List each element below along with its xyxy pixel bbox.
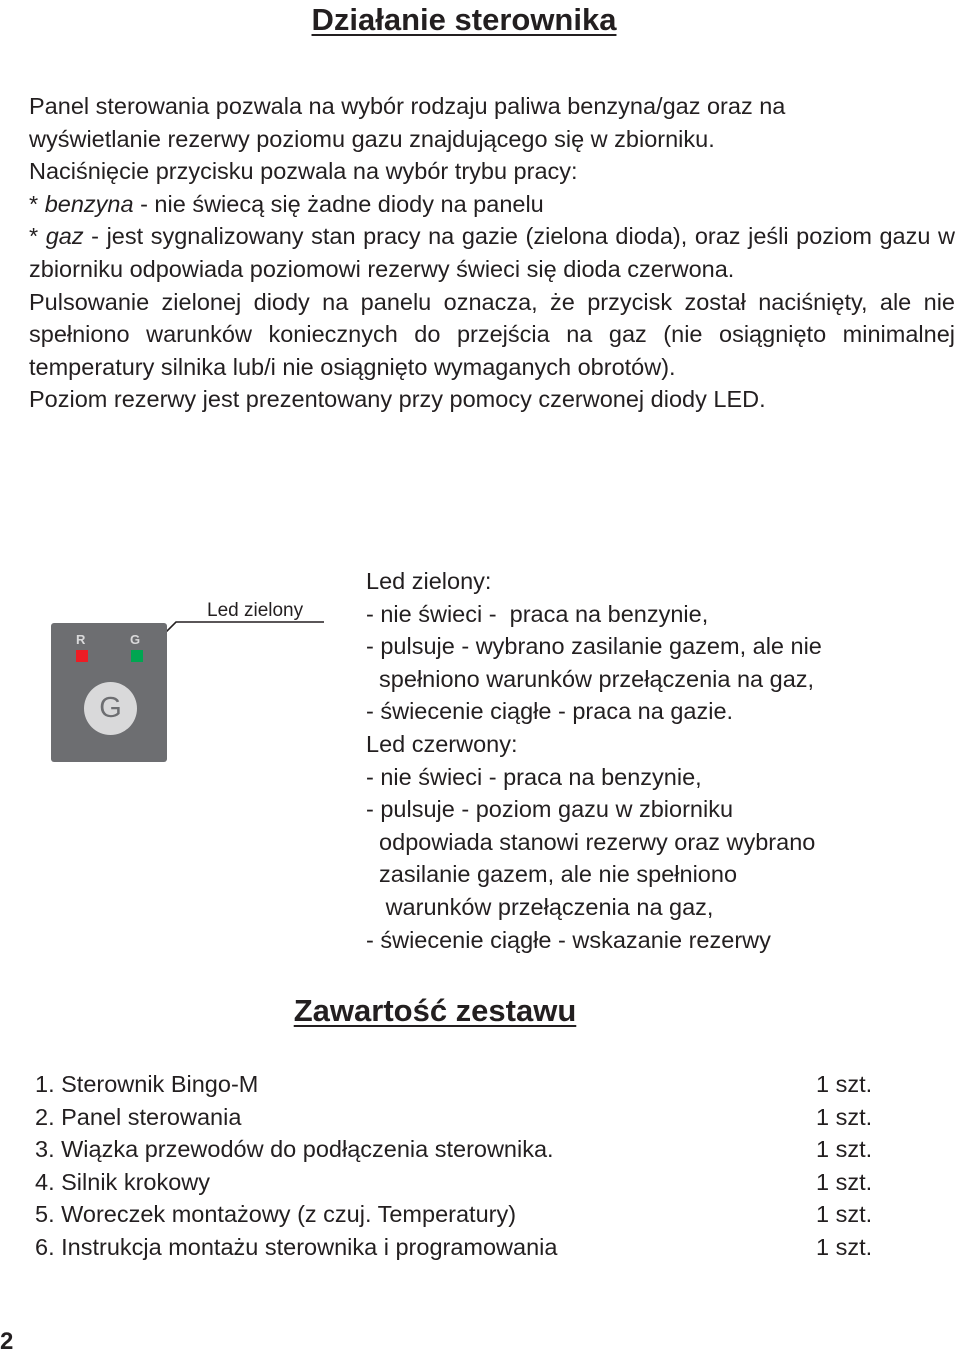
contents-item-name: 1. Sterownik Bingo-M: [35, 1071, 259, 1097]
contents-item: [35, 1133, 895, 1166]
contents-item-name: 4. Silnik krokowy: [35, 1168, 210, 1195]
mode-benzyna-term: benzyna: [44, 190, 134, 217]
contents-item: [35, 1231, 895, 1264]
callout-label: Led zielony: [207, 600, 304, 621]
contents-item-qty: 1 szt.: [816, 1201, 873, 1228]
legend-line: - pulsuje - poziom gazu w zbiorniku: [366, 796, 734, 823]
legend-line: odpowiada stanowi rezerwy oraz wybrano: [366, 828, 816, 855]
contents-item: [35, 1198, 895, 1231]
red-led: [76, 650, 88, 662]
page-title: Działanie sterownika: [311, 2, 617, 37]
contents-item-qty: 1 szt.: [816, 1233, 873, 1260]
legend-line: - pulsuje - wybrano zasilanie gazem, ale nie: [366, 633, 822, 660]
led-legend: [366, 565, 956, 956]
contents-item-qty: 1 szt.: [816, 1103, 873, 1130]
contents-item-name: 5. Woreczek montażowy (z czuj. Temperatury): [35, 1201, 517, 1228]
legend-line: - świecenie ciągłe - wskazanie rezerwy: [366, 926, 771, 953]
legend-line: spełniono warunków przełączenia na gaz,: [366, 665, 815, 692]
legend-line: warunków przełączenia na gaz,: [366, 893, 714, 920]
callout-line: [0, 0, 330, 650]
bullet: *: [29, 190, 45, 217]
page-number: 2: [0, 1328, 14, 1355]
intro-line-2: wyświetlanie rezerwy poziomu gazu znajdującego się w zbiorniku.: [29, 125, 715, 152]
gas-button[interactable]: G: [84, 682, 137, 735]
contents-item-name: 3. Wiązka przewodów do podłączenia sterownika.: [35, 1136, 554, 1163]
legend-line: - świecenie ciągłe - praca na gazie.: [366, 698, 734, 725]
intro-line-1: Panel sterowania pozwala na wybór rodzaju paliwa benzyna/gaz oraz na: [29, 93, 786, 119]
mode-selection-line: Naciśnięcie przycisku pozwala na wybór trybu pracy:: [29, 158, 578, 185]
legend-line: Led czerwony:: [366, 730, 518, 757]
pulse-paragraph: Pulsowanie zielonej diody na panelu oznacza, że przycisk został naciśnięty, ale nie spełniono warunków koniecznych do przejścia na gaz (nie osiągnięto minimalnej temperatury silnika lub/i nie osiągnięto wymaganych obrotów).: [29, 288, 955, 380]
contents-item-qty: 1 szt.: [816, 1168, 873, 1195]
mode-gaz-desc: - jest sygnalizowany stan pracy na gazie (zielona dioda), oraz jeśli poziom gazu w zbiorniku odpowiada poziomowi rezerwy świeci się dioda czerwona.: [29, 223, 955, 282]
contents-title: Zawartość zestawu: [293, 993, 577, 1028]
contents-item: [35, 1068, 895, 1101]
reserve-paragraph: Poziom rezerwy jest prezentowany przy pomocy czerwonej diody LED.: [29, 386, 766, 413]
contents-list: [35, 1068, 895, 1264]
contents-item: [35, 1166, 895, 1199]
green-led: [131, 650, 143, 662]
contents-item-qty: 1 szt.: [816, 1071, 873, 1097]
legend-line: - nie świeci - praca na benzynie,: [366, 600, 709, 627]
mode-benzyna-desc: - nie świecą się żadne diody na panelu: [133, 190, 544, 217]
contents-item-name: 6. Instrukcja montażu sterownika i programowania: [35, 1233, 558, 1260]
led-g-label: G: [130, 632, 141, 647]
led-r-label: R: [76, 632, 86, 647]
legend-line: zasilanie gazem, ale nie spełniono: [366, 861, 738, 888]
mode-gaz-term: gaz: [45, 223, 84, 250]
contents-item: [35, 1101, 895, 1134]
legend-line: - nie świeci - praca na benzynie,: [366, 763, 702, 790]
control-panel: [51, 623, 167, 762]
legend-line: Led zielony:: [366, 568, 492, 594]
bullet: *: [29, 223, 46, 250]
contents-item-qty: 1 szt.: [816, 1136, 873, 1163]
contents-item-name: 2. Panel sterowania: [35, 1103, 242, 1130]
